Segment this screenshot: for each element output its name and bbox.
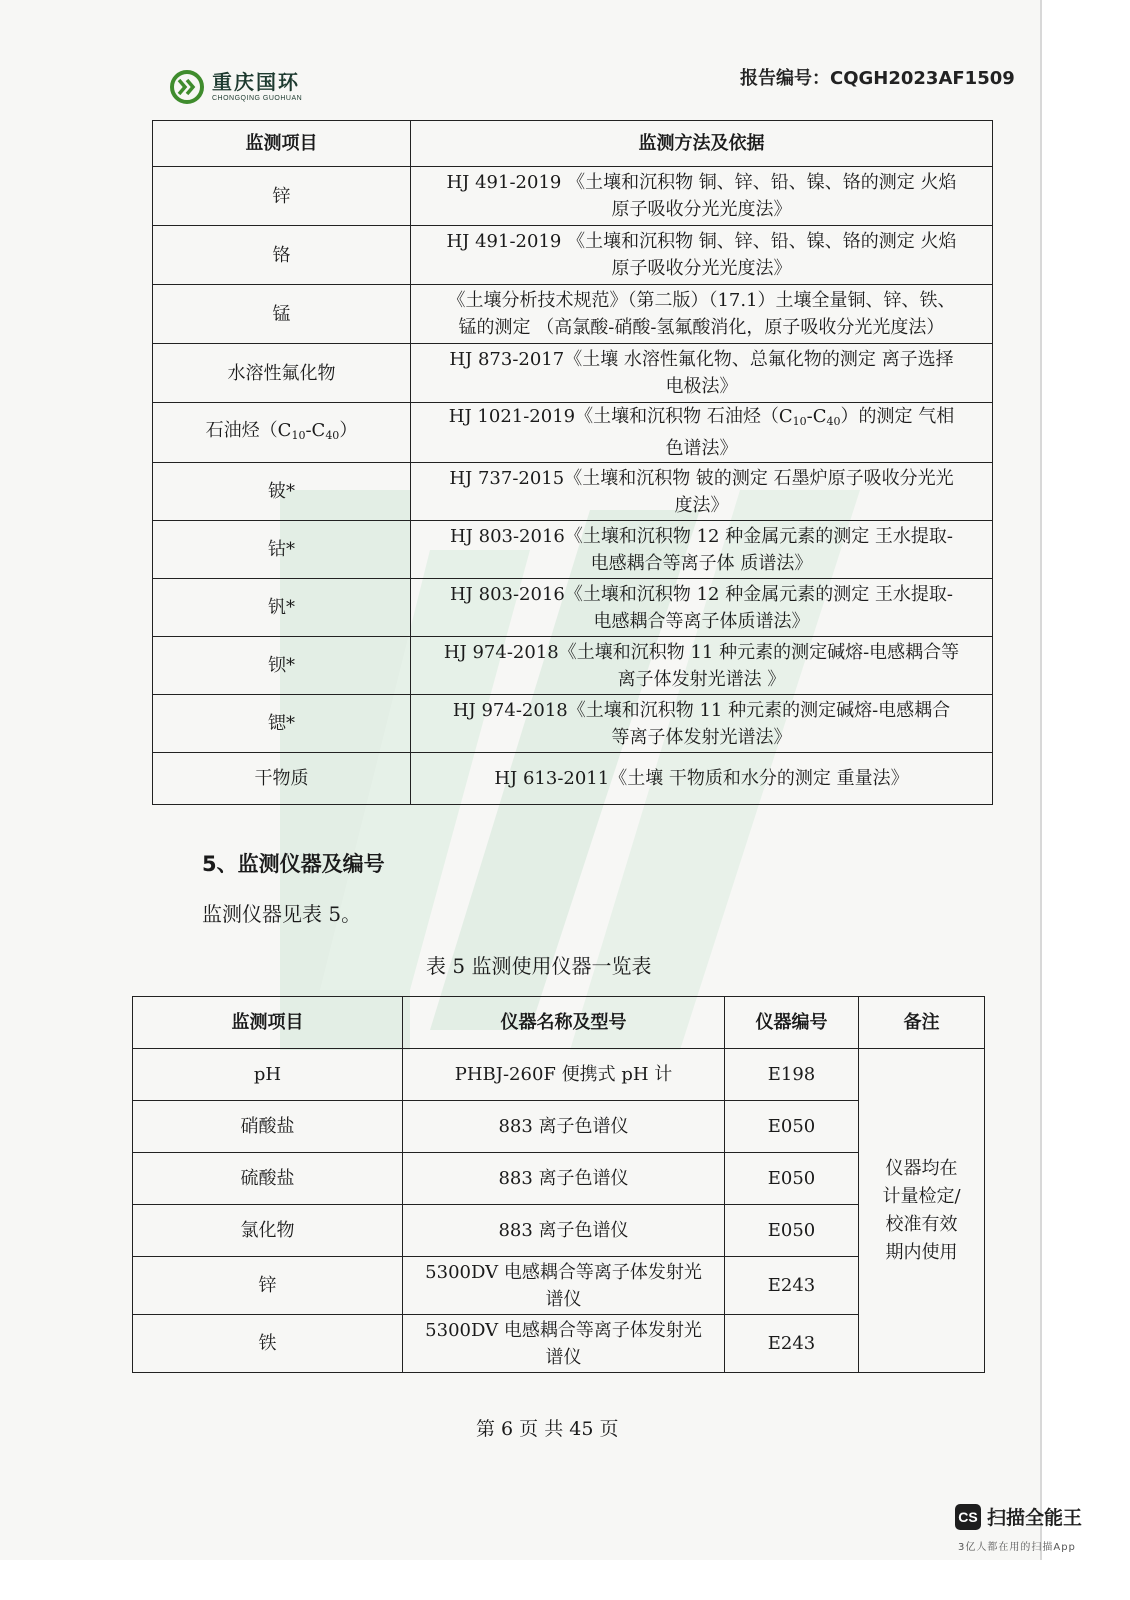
methods-header-item: 监测项目	[153, 121, 411, 167]
method-line: 原子吸收分光光度法》	[611, 199, 792, 220]
method-line: 等离子体发射光谱法》	[611, 726, 792, 748]
method-item: 钴*	[153, 521, 411, 579]
instr-header-name: 仪器名称及型号	[403, 997, 725, 1049]
method-item: 铍*	[153, 463, 411, 521]
table-row	[153, 521, 993, 579]
table-row	[133, 1315, 985, 1373]
logo-chinese-name: 重庆国环	[212, 70, 300, 94]
method-line: 离子体发射光谱法 》	[617, 668, 786, 690]
method-line: HJ 974-2018《土壤和沉积物 11 种元素的测定碱熔-电感耦合等	[443, 641, 960, 663]
table-row	[153, 285, 993, 344]
method-basis	[411, 344, 993, 403]
instr-name: PHBJ-260F 便携式 pH 计	[403, 1049, 725, 1101]
method-line: 电感耦合等离子体 质谱法》	[590, 552, 813, 574]
table-row	[153, 637, 993, 695]
method-line: 电极法》	[665, 376, 738, 397]
method-line: HJ 873-2017《土壤 水溶性氟化物、总氟化物的测定 离子选择	[449, 349, 954, 370]
method-basis	[411, 226, 993, 285]
method-line: HJ 974-2018《土壤和沉积物 11 种元素的测定碱熔-电感耦合	[452, 699, 951, 721]
method-line: HJ 491-2019 《土壤和沉积物 铜、锌、铅、镍、铬的测定 火焰	[446, 231, 957, 252]
instr-header-note: 备注	[859, 997, 985, 1049]
instr-name: 5300DV 电感耦合等离子体发射光 谱仪	[403, 1315, 725, 1373]
instr-name: 883 离子色谱仪	[403, 1205, 725, 1257]
table-row	[153, 463, 993, 521]
table-row	[153, 753, 993, 805]
method-line: 电感耦合等离子体质谱法》	[593, 610, 810, 632]
instr-code: E243	[725, 1315, 859, 1373]
guohuan-logo-icon	[170, 70, 206, 104]
methods-table	[152, 120, 993, 805]
method-item: 锰	[153, 285, 411, 344]
camscanner-icon: CS	[955, 1504, 981, 1530]
instr-code: E050	[725, 1205, 859, 1257]
section-heading: 5、监测仪器及编号	[202, 852, 385, 876]
method-basis: HJ 1021-2019《土壤和沉积物 石油烃$(C_{10}-C_{40})$的测定 气相 色谱法》	[411, 403, 993, 463]
method-line: HJ 803-2016《土壤和沉积物 12 种金属元素的测定 王水提取-	[449, 583, 954, 605]
method-item: 锌	[153, 167, 411, 226]
instr-code: E243	[725, 1257, 859, 1315]
instr-code: E050	[725, 1153, 859, 1205]
table-row	[153, 695, 993, 753]
instr-header-code: 仪器编号	[725, 997, 859, 1049]
method-basis	[411, 463, 993, 521]
instr-item: 硫酸盐	[133, 1153, 403, 1205]
camscanner-badge	[955, 1503, 1082, 1530]
instr-code: E050	[725, 1101, 859, 1153]
instr-item: 锌	[133, 1257, 403, 1315]
method-basis	[411, 753, 993, 805]
method-item: 石油烃$(C_{10}-C_{40})$	[153, 403, 411, 463]
instr-item: pH	[133, 1049, 403, 1101]
method-item: 干物质	[153, 753, 411, 805]
instr-header-item: 监测项目	[133, 997, 403, 1049]
instr-item: 铁	[133, 1315, 403, 1373]
methods-header-method: 监测方法及依据	[411, 121, 993, 167]
table-row	[153, 403, 993, 463]
page-number: 第 6 页 共 45 页	[476, 1418, 619, 1440]
table-row	[133, 1257, 985, 1315]
instr-item: 氯化物	[133, 1205, 403, 1257]
report-number: 报告编号：CQGH2023AF1509	[740, 68, 1015, 89]
method-item: 钒*	[153, 579, 411, 637]
instr-name: 883 离子色谱仪	[403, 1101, 725, 1153]
methods-table-header	[153, 121, 993, 167]
method-line: 色谱法》	[665, 438, 738, 459]
instr-item: 硝酸盐	[133, 1101, 403, 1153]
table-row	[133, 1205, 985, 1257]
table-row	[133, 1049, 985, 1101]
camscanner-name: 扫描全能王	[987, 1507, 1083, 1529]
table-row	[153, 167, 993, 226]
method-item: 铬	[153, 226, 411, 285]
company-logo	[170, 70, 302, 104]
method-line: 《土壤分析技术规范》（第二版）（17.1）土壤全量铜、锌、铁、	[447, 290, 956, 311]
method-basis	[411, 579, 993, 637]
method-line: 锰的测定 （高氯酸-硝酸-氢氟酸消化，原子吸收分光光度法）	[458, 317, 945, 338]
instruments-table	[132, 996, 985, 1373]
instr-name: 883 离子色谱仪	[403, 1153, 725, 1205]
table-row	[153, 226, 993, 285]
method-basis	[411, 167, 993, 226]
table-row	[153, 344, 993, 403]
method-line: HJ 491-2019 《土壤和沉积物 铜、锌、铅、镍、铬的测定 火焰	[446, 172, 957, 193]
table-caption: 表 5 监测使用仪器一览表	[426, 954, 652, 978]
instr-note: 仪器均在 计量检定/ 校准有效 期内使用	[859, 1049, 985, 1373]
method-basis	[411, 521, 993, 579]
method-basis	[411, 695, 993, 753]
method-item: 钡*	[153, 637, 411, 695]
method-line: HJ 613-2011《土壤 干物质和水分的测定 重量法》	[494, 768, 909, 789]
logo-english-name: CHONGQING GUOHUAN	[212, 95, 303, 102]
method-line: 原子吸收分光光度法》	[611, 258, 792, 279]
method-line: HJ 803-2016《土壤和沉积物 12 种金属元素的测定 王水提取-	[449, 525, 954, 547]
table-row	[133, 1153, 985, 1205]
method-basis	[411, 637, 993, 695]
camscanner-slogan: 3亿人都在用的扫描App	[958, 1542, 1076, 1553]
method-basis	[411, 285, 993, 344]
instr-code: E198	[725, 1049, 859, 1101]
instr-name: 5300DV 电感耦合等离子体发射光 谱仪	[403, 1257, 725, 1315]
table-row	[133, 1101, 985, 1153]
method-item: 锶*	[153, 695, 411, 753]
instruments-table-header	[133, 997, 985, 1049]
method-line: 度法》	[674, 494, 729, 516]
method-line: HJ 737-2015《土壤和沉积物 铍的测定 石墨炉原子吸收分光光	[449, 467, 954, 489]
section-intro: 监测仪器见表 5。	[202, 902, 362, 926]
table-row	[153, 579, 993, 637]
method-item: 水溶性氟化物	[153, 344, 411, 403]
